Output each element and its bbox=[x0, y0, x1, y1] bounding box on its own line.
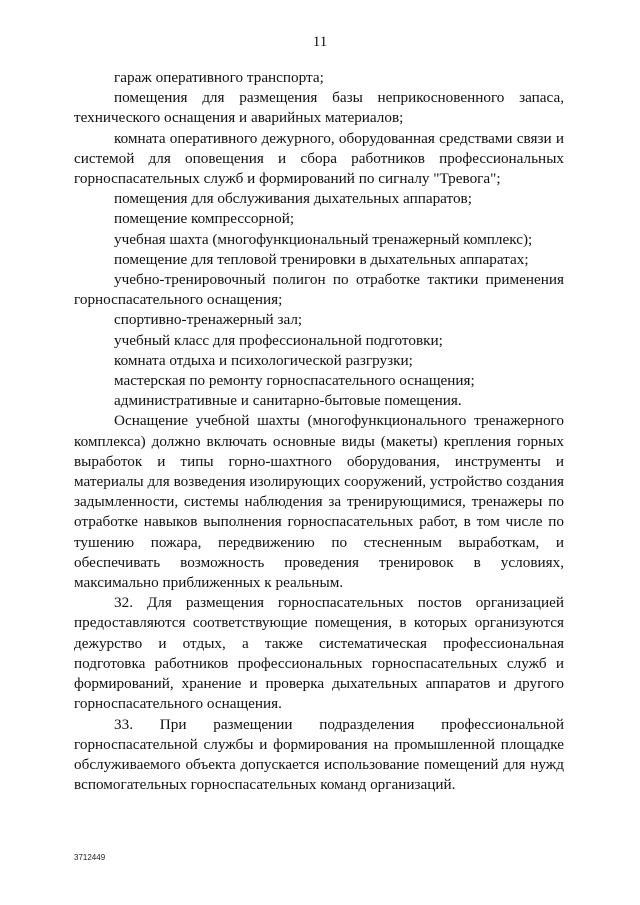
paragraph-section-32: 32. Для размещения горноспасательных постов организацией предоставляются соответствующие помещения, в которых организуются дежурство и отдых, а также систематическая профессиональная подготовка работников профессиональных горноспасательных служб и формирований, хранение и проверка дыхательных аппаратов и другого горноспасательного оснащения. bbox=[74, 594, 564, 713]
list-item-administrative-premises: административные и санитарно-бытовые помещения. bbox=[114, 392, 462, 410]
list-item-duty-room: комната оперативного дежурного, оборудованная средствами связи и системой для оповещения и сбора работников профессиональных горноспасательных служб и формирований по сигналу "Тревога"; bbox=[74, 129, 564, 188]
list-item-garage: гараж оперативного транспорта; bbox=[114, 69, 324, 86]
paragraph-section-33: 33. При размещении подразделения профессиональной горноспасательной службы и формирования на промышленной площадке обслуживаемого объекта допускается использование помещений для нужд вспомогательных горноспасательных команд организаций. bbox=[74, 715, 564, 794]
list-item-rest-room: комната отдыха и психологической разгрузки; bbox=[114, 351, 413, 369]
list-item-repair-workshop: мастерская по ремонту горноспасательного оснащения; bbox=[114, 372, 475, 390]
list-item-breathing-apparatus-service: помещения для обслуживания дыхательных аппаратов; bbox=[114, 190, 472, 208]
list-item-training-ground: учебно-тренировочный полигон по отработке тактики применения горноспасательного оснащения; bbox=[74, 271, 564, 309]
paragraph-training-mine-equipment: Оснащение учебной шахты (многофункционального тренажерного комплекса) должно включать основные виды (макеты) крепления горных выработок и типы горно-шахтного оборудования, инструменты и материалы для возведения изолирующих сооружений, устройство создания задымленности, системы наблюдения за тренирующимися, тренажеры по отработке навыков выполнения горноспасательных работ, в том числе по тушению пожара, передвижению по стесненным выработкам, и обеспечивать возможность проведения тренировок в условиях, максимально приближенных к реальным. bbox=[74, 412, 564, 592]
list-item-compressor-room: помещение компрессорной; bbox=[114, 210, 295, 228]
list-item-gym: спортивно-тренажерный зал; bbox=[114, 311, 303, 329]
list-item-heat-training-room: помещение для тепловой тренировки в дыхательных аппаратах; bbox=[114, 250, 529, 268]
list-item-training-mine: учебная шахта (многофункциональный тренажерный комплекс); bbox=[114, 230, 533, 248]
document-body bbox=[74, 68, 564, 795]
document-code: 3712449 bbox=[74, 853, 106, 862]
page-number: 11 bbox=[312, 34, 328, 50]
list-item-reserve-storage: помещения для размещения базы неприкосновенного запаса, технического оснащения и аварийных материалов; bbox=[74, 89, 564, 127]
list-item-classroom: учебный класс для профессиональной подготовки; bbox=[114, 331, 443, 349]
